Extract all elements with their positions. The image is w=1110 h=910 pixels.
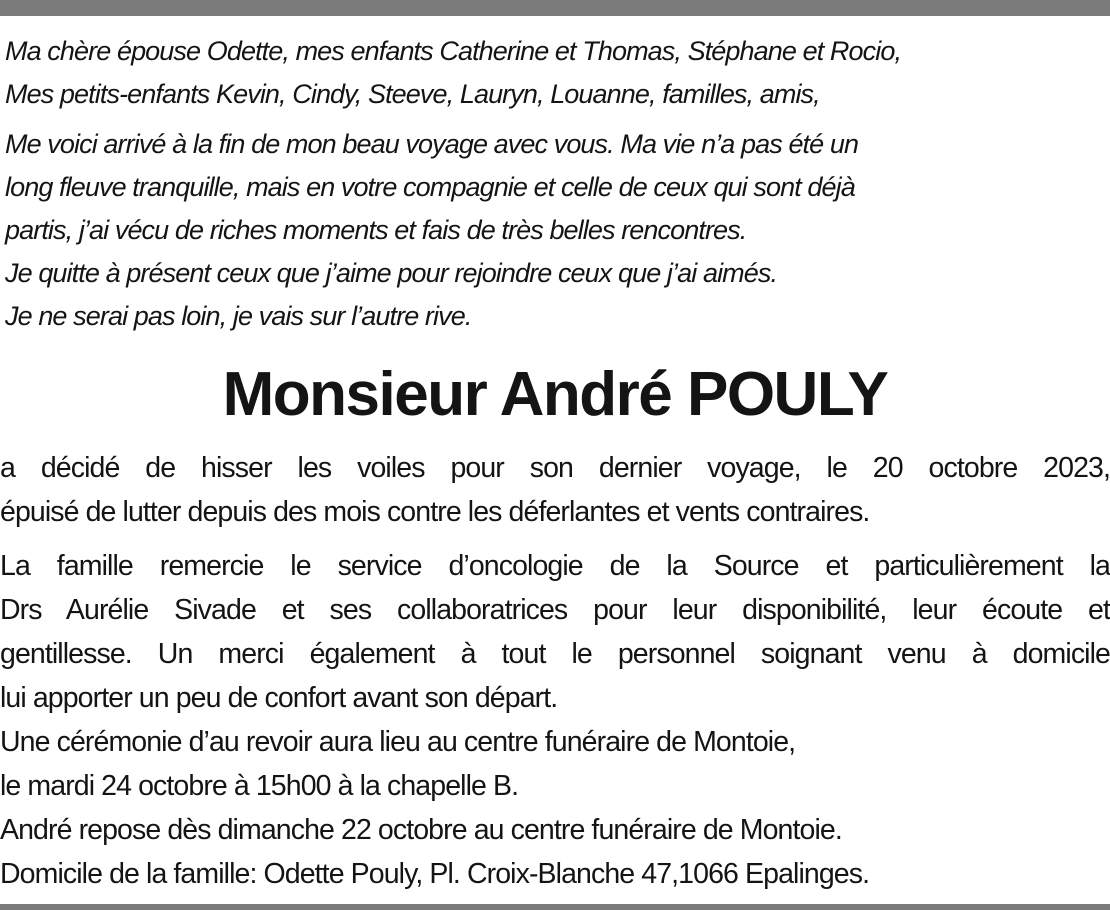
thanks-line: lui apporter un peu de confort avant son départ. [0, 682, 558, 714]
thanks-line: gentillesse. Un merci également à tout le personnel soignant venu à domicile [0, 638, 1110, 670]
farewell-poem [0, 123, 1110, 338]
announcement-line: a décidé de hisser les voiles pour son dernier voyage, le 20 octobre 2023, [0, 452, 1110, 484]
repose-line: André repose dès dimanche 22 octobre au centre funéraire de Montoie. [0, 814, 842, 846]
thanks-and-ceremony [0, 544, 1110, 896]
greeting-line: Ma chère épouse Odette, mes enfants Catherine et Thomas, Stéphane et Rocio, [5, 36, 902, 66]
deceased-name: Monsieur André POULY [222, 360, 888, 429]
poem-line: Me voici arrivé à la fin de mon beau voyage avec vous. Ma vie n’a pas été un [5, 129, 859, 159]
ceremony-line: Une cérémonie d’au revoir aura lieu au centre funéraire de Montoie, [0, 726, 796, 758]
ceremony-line: le mardi 24 octobre à 15h00 à la chapelle B. [0, 770, 519, 802]
family-address-line: Domicile de la famille: Odette Pouly, Pl. Croix-Blanche 47,1066 Epalinges. [0, 858, 870, 890]
greeting-line: Mes petits-enfants Kevin, Cindy, Steeve, Lauryn, Louanne, familles, amis, [5, 79, 820, 109]
greeting-paragraph [0, 30, 1110, 116]
poem-line: Je quitte à présent ceux que j’aime pour rejoindre ceux que j’ai aimés. [5, 258, 778, 288]
thanks-line: La famille remercie le service d’oncologie de la Source et particulièrement la [0, 550, 1110, 582]
obituary-notice [0, 30, 1110, 896]
bottom-rule [0, 904, 1110, 910]
death-announcement [0, 446, 1110, 534]
top-rule [0, 0, 1110, 16]
announcement-line: épuisé de lutter depuis des mois contre les déferlantes et vents contraires. [0, 496, 870, 528]
poem-line: long fleuve tranquille, mais en votre compagnie et celle de ceux qui sont déjà [5, 172, 855, 202]
poem-line: partis, j’ai vécu de riches moments et fais de très belles rencontres. [5, 215, 747, 245]
poem-line: Je ne serai pas loin, je vais sur l’autre rive. [5, 301, 472, 331]
thanks-line: Drs Aurélie Sivade et ses collaboratrices pour leur disponibilité, leur écoute et [0, 594, 1110, 626]
